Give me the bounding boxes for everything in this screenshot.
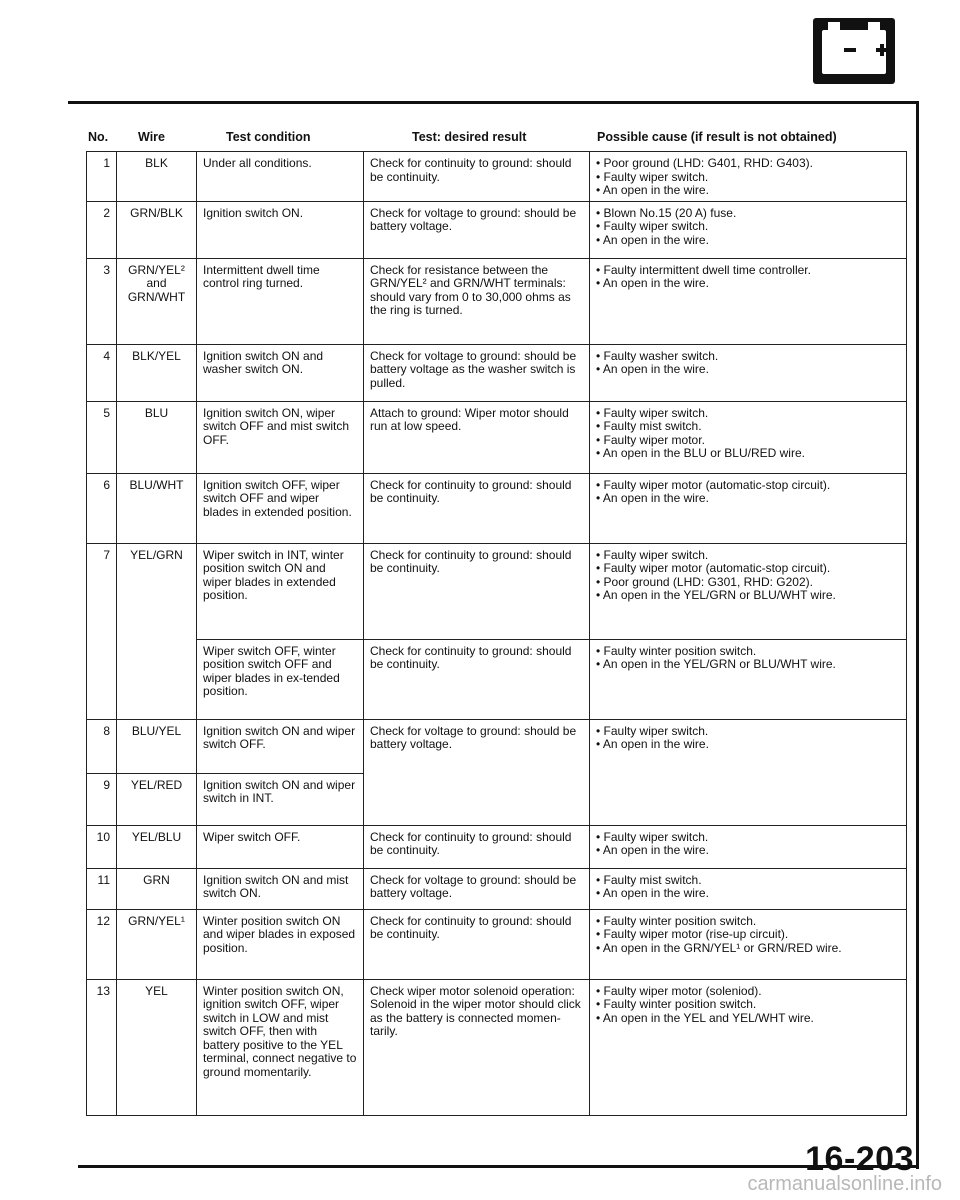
row-result: Check for continuity to ground: should be continuity.: [364, 473, 590, 543]
watermark: carmanualsonline.info: [747, 1173, 942, 1195]
header-desired-result: Test: desired result: [412, 130, 527, 144]
row-no: 2: [87, 201, 117, 258]
row-no: 8: [87, 719, 117, 773]
row-causes: [590, 639, 907, 719]
row-condition: Wiper switch OFF.: [197, 825, 364, 868]
row-condition: Wiper switch OFF, winter position switch OFF and wiper blades in ex-tended position.: [197, 639, 364, 719]
cause-item: • Faulty wiper switch.: [596, 829, 709, 844]
row-wire: BLK: [117, 152, 197, 202]
cause-item: • Faulty wiper switch.: [596, 219, 709, 233]
cause-item: • An open in the wire.: [596, 276, 709, 290]
cause-item: • An open in the YEL and YEL/WHT wire.: [596, 1010, 814, 1025]
row-condition: Ignition switch OFF, wiper switch OFF and wiper blades in extended position.: [197, 473, 364, 543]
cause-item: • Faulty mist switch.: [596, 419, 702, 433]
row-causes: [590, 473, 907, 543]
row-wire: GRN: [117, 868, 197, 909]
row-causes: [590, 868, 907, 909]
row-result: Attach to ground: Wiper motor should run at low speed.: [364, 401, 590, 473]
table-row: [87, 543, 907, 639]
row-condition: Ignition switch ON and wiper switch in INT.: [197, 773, 364, 825]
row-causes: [590, 258, 907, 344]
row-result: Check for continuity to ground: should be continuity.: [364, 543, 590, 639]
row-result: Check for voltage to ground: should be battery voltage.: [364, 201, 590, 258]
row-no: 10: [87, 825, 117, 868]
row-wire: YEL/BLU: [117, 825, 197, 868]
row-no: 13: [87, 979, 117, 1115]
cause-item: • Faulty wiper motor (automatic-stop circuit).: [596, 477, 831, 492]
row-no: 6: [87, 473, 117, 543]
row-result: Check for voltage to ground: should be battery voltage.: [364, 868, 590, 909]
cause-item: • Faulty mist switch.: [596, 872, 702, 887]
row-no: 12: [87, 909, 117, 979]
wire-test-table: [86, 151, 907, 1116]
row-no: 11: [87, 868, 117, 909]
cause-item: • Faulty winter position switch.: [596, 913, 757, 928]
table-row: [87, 152, 907, 202]
row-causes: [590, 825, 907, 868]
row-no: 4: [87, 344, 117, 401]
row-result: Check for resistance between the GRN/YEL² and GRN/WHT terminals: should vary from 0 to 30,000 ohms as the ring is turned.: [364, 258, 590, 344]
cause-item: • Faulty wiper switch.: [596, 547, 709, 562]
row-condition: Wiper switch in INT, winter position switch ON and wiper blades in extended position.: [197, 543, 364, 639]
table-row: [87, 868, 907, 909]
cause-item: • Faulty wiper motor.: [596, 432, 705, 447]
battery-icon: [813, 18, 895, 84]
table-row: [87, 639, 907, 719]
row-result: Check for continuity to ground: should be continuity.: [364, 152, 590, 202]
row-wire: GRN/YEL² and GRN/WHT: [117, 258, 197, 344]
row-wire: YEL: [117, 979, 197, 1115]
row-wire: YEL/GRN: [117, 543, 197, 719]
cause-item: • An open in the wire.: [596, 843, 709, 857]
row-condition: Intermittent dwell time control ring turned.: [197, 258, 364, 344]
cause-item: • An open in the wire.: [596, 232, 709, 247]
cause-item: • Faulty wiper motor (automatic-stop circuit).: [596, 561, 831, 575]
frame-top-rule: [68, 101, 918, 104]
cause-item: • Faulty wiper motor (rise-up circuit).: [596, 927, 789, 941]
row-no: 5: [87, 401, 117, 473]
row-condition: Ignition switch ON.: [197, 201, 364, 258]
cause-item: • An open in the wire.: [596, 183, 709, 197]
cause-item: • An open in the wire.: [596, 737, 709, 751]
cause-item: • Faulty wiper switch.: [596, 169, 709, 184]
row-no: 7: [87, 543, 117, 719]
row-condition: Ignition switch ON and washer switch ON.: [197, 344, 364, 401]
cause-item: • Poor ground (LHD: G401, RHD: G403).: [596, 156, 813, 170]
cause-item: • An open in the wire.: [596, 491, 709, 505]
row-causes: [590, 909, 907, 979]
row-condition: Ignition switch ON, wiper switch OFF and mist switch OFF.: [197, 401, 364, 473]
cause-item: • Faulty winter position switch.: [596, 997, 757, 1011]
header-no: No.: [88, 130, 109, 144]
cause-item: • An open in the wire.: [596, 362, 709, 376]
table-row: [87, 258, 907, 344]
table-row: [87, 825, 907, 868]
table-row: [87, 719, 907, 773]
row-condition: Winter position switch ON, ignition switch OFF, wiper switch in LOW and mist switch OFF, then with battery positive to the YEL terminal, connect negative to ground momentarily.: [197, 979, 364, 1115]
row-causes: [590, 201, 907, 258]
table-row: [87, 401, 907, 473]
frame-right-rule: [916, 101, 919, 1169]
row-causes: [590, 543, 907, 639]
cause-item: • Faulty intermittent dwell time controller.: [596, 262, 811, 277]
row-wire: BLU/YEL: [117, 719, 197, 773]
table-row: [87, 344, 907, 401]
row-condition: Ignition switch ON and wiper switch OFF.: [197, 719, 364, 773]
table-row: [87, 979, 907, 1115]
header-possible-cause: Possible cause (if result is not obtained): [597, 130, 837, 144]
cause-item: • Faulty washer switch.: [596, 348, 719, 363]
cause-item: • Faulty wiper switch.: [596, 405, 709, 420]
header-test-condition: Test condition: [226, 130, 311, 144]
row-wire: GRN/BLK: [117, 201, 197, 258]
cause-item: • Faulty wiper motor (soleniod).: [596, 983, 762, 998]
row-result: Check wiper motor solenoid operation: Solenoid in the wiper motor should click as the battery is connected momen-tarily.: [364, 979, 590, 1115]
row-no: 3: [87, 258, 117, 344]
table-row: [87, 473, 907, 543]
cause-item: • Faulty wiper switch.: [596, 723, 709, 738]
cause-item: • An open in the YEL/GRN or BLU/WHT wire.: [596, 588, 836, 602]
row-causes: [590, 401, 907, 473]
row-condition: Ignition switch ON and mist switch ON.: [197, 868, 364, 909]
row-result: Check for voltage to ground: should be battery voltage as the washer switch is pulled.: [364, 344, 590, 401]
table-row: [87, 201, 907, 258]
row-causes: [590, 979, 907, 1115]
cause-item: • An open in the YEL/GRN or BLU/WHT wire.: [596, 657, 836, 671]
table-row: [87, 909, 907, 979]
row-wire: BLU/WHT: [117, 473, 197, 543]
row-condition: Winter position switch ON and wiper blades in exposed position.: [197, 909, 364, 979]
page-number: 16-203: [805, 1140, 914, 1178]
row-result: Check for continuity to ground: should be continuity.: [364, 825, 590, 868]
row-wire: YEL/RED: [117, 773, 197, 825]
row-wire: BLU: [117, 401, 197, 473]
row-causes: [590, 719, 907, 825]
cause-item: • Blown No.15 (20 A) fuse.: [596, 205, 737, 220]
row-condition: Under all conditions.: [197, 152, 364, 202]
cause-item: • An open in the wire.: [596, 886, 709, 900]
header-wire: Wire: [138, 130, 165, 144]
row-wire: BLK/YEL: [117, 344, 197, 401]
cause-item: • An open in the BLU or BLU/RED wire.: [596, 446, 805, 460]
row-no: 1: [87, 152, 117, 202]
cause-item: • An open in the GRN/YEL¹ or GRN/RED wire.: [596, 940, 842, 955]
row-result: Check for voltage to ground: should be battery voltage.: [364, 719, 590, 825]
cause-item: • Poor ground (LHD: G301, RHD: G202).: [596, 574, 813, 589]
row-wire: GRN/YEL¹: [117, 909, 197, 979]
cause-item: • Faulty winter position switch.: [596, 643, 757, 658]
row-no: 9: [87, 773, 117, 825]
frame-bottom-rule: [78, 1165, 919, 1168]
row-causes: [590, 344, 907, 401]
row-causes: [590, 152, 907, 202]
row-result: Check for continuity to ground: should be continuity.: [364, 639, 590, 719]
row-result: Check for continuity to ground: should be continuity.: [364, 909, 590, 979]
